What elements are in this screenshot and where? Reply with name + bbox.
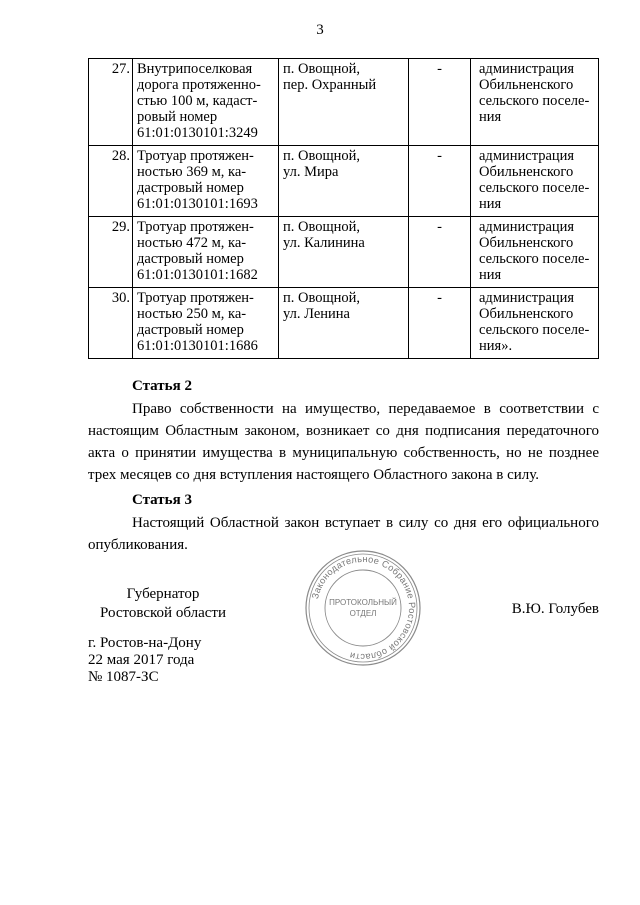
property-table	[88, 58, 599, 359]
recipient-line: администрация	[479, 219, 575, 235]
stamp-inner-line2: ОТДЕЛ	[349, 609, 377, 618]
recipient-line: ния	[479, 109, 502, 125]
object-name-line: стью 100 м, кадаст-	[137, 93, 258, 109]
object-name	[133, 59, 279, 146]
row-number: 27.	[89, 59, 133, 146]
table-row	[89, 146, 599, 217]
object-name-line: 61:01:0130101:1682	[137, 267, 258, 283]
article-3-heading: Статья 3	[132, 492, 192, 508]
table-row	[89, 288, 599, 359]
signatory-title-line2: Ростовской области	[100, 605, 226, 621]
recipient-line: администрация	[479, 148, 575, 164]
object-address-line: п. Овощной,	[283, 290, 361, 306]
recipient-line: ния	[479, 196, 502, 212]
object-name-line: Тротуар протяжен-	[137, 290, 254, 306]
object-address-line: пер. Охранный	[283, 77, 377, 93]
object-address	[279, 59, 409, 146]
recipient	[471, 59, 599, 146]
row-number: 30.	[89, 288, 133, 359]
object-name-line: ностью 369 м, ка-	[137, 164, 247, 180]
object-address	[279, 146, 409, 217]
recipient-line: сельского поселе-	[479, 180, 590, 196]
recipient-line: ния	[479, 267, 502, 283]
signatory-title	[88, 585, 238, 623]
object-name-line: 61:01:0130101:3249	[137, 125, 258, 141]
recipient-line: сельского поселе-	[479, 322, 590, 338]
object-name-line: Тротуар протяжен-	[137, 148, 254, 164]
empty-value: -	[409, 146, 471, 217]
object-name-line: дорога протяженно-	[137, 77, 261, 93]
table-row	[89, 217, 599, 288]
official-stamp	[303, 548, 423, 668]
object-name-line: дастровый номер	[137, 322, 244, 338]
recipient-line: Обильненского	[479, 77, 574, 93]
object-name	[133, 217, 279, 288]
object-name-line: ностью 472 м, ка-	[137, 235, 247, 251]
object-address-line: ул. Ленина	[283, 306, 350, 322]
object-name-line: 61:01:0130101:1693	[137, 196, 258, 212]
recipient-line: Обильненского	[479, 306, 574, 322]
object-address-line: ул. Калинина	[283, 235, 365, 251]
recipient	[471, 217, 599, 288]
object-name-line: 61:01:0130101:1686	[137, 338, 258, 354]
article-3-text: Настоящий Областной закон вступает в силу со дня его официального опубликования.	[88, 515, 599, 553]
table-row	[89, 59, 599, 146]
recipient-line: ния».	[479, 338, 513, 354]
recipient-line: администрация	[479, 290, 575, 306]
place-date-block	[88, 635, 201, 686]
object-name-line: ровый номер	[137, 109, 218, 125]
recipient-line: Обильненского	[479, 235, 574, 251]
object-name-line: дастровый номер	[137, 180, 244, 196]
recipient	[471, 288, 599, 359]
row-number: 28.	[89, 146, 133, 217]
stamp-graphic	[303, 548, 423, 668]
object-address-line: ул. Мира	[283, 164, 339, 180]
object-address-line: п. Овощной,	[283, 61, 361, 77]
object-name-line: ностью 250 м, ка-	[137, 306, 247, 322]
empty-value: -	[409, 217, 471, 288]
city: г. Ростов-на-Дону	[88, 635, 202, 651]
object-name-line: Внутрипоселковая	[137, 61, 253, 77]
object-address-line: п. Овощной,	[283, 219, 361, 235]
recipient-line: сельского поселе-	[479, 93, 590, 109]
date: 22 мая 2017 года	[88, 652, 195, 668]
object-name-line: Тротуар протяжен-	[137, 219, 254, 235]
object-name	[133, 288, 279, 359]
page-number: 3	[316, 22, 324, 38]
stamp-outer-text: Законодательное Собрание Ростовской области	[309, 553, 418, 663]
signatory-title-line1: Губернатор	[126, 586, 200, 602]
article-2-heading: Статья 2	[132, 378, 192, 394]
object-name-line: дастровый номер	[137, 251, 244, 267]
empty-value: -	[409, 288, 471, 359]
recipient-line: сельского поселе-	[479, 251, 590, 267]
stamp-inner-line1: ПРОТОКОЛЬНЫЙ	[329, 598, 397, 607]
recipient-line: Обильненского	[479, 164, 574, 180]
article-2-text: Право собственности на имущество, передаваемое в соответствии с настоящим Областным законом, возникает со дня подписания передаточного акта о принятии имущества в муниципальную собственность, но не позднее трех месяцев со дня вступления настоящего Областного закона в силу.	[88, 401, 599, 483]
recipient	[471, 146, 599, 217]
signatory-name: В.Ю. Голубев	[511, 601, 599, 617]
law-number: № 1087-ЗС	[88, 669, 159, 685]
object-address	[279, 217, 409, 288]
object-address-line: п. Овощной,	[283, 148, 361, 164]
object-address	[279, 288, 409, 359]
empty-value: -	[409, 59, 471, 146]
recipient-line: администрация	[479, 61, 575, 77]
object-name	[133, 146, 279, 217]
row-number: 29.	[89, 217, 133, 288]
